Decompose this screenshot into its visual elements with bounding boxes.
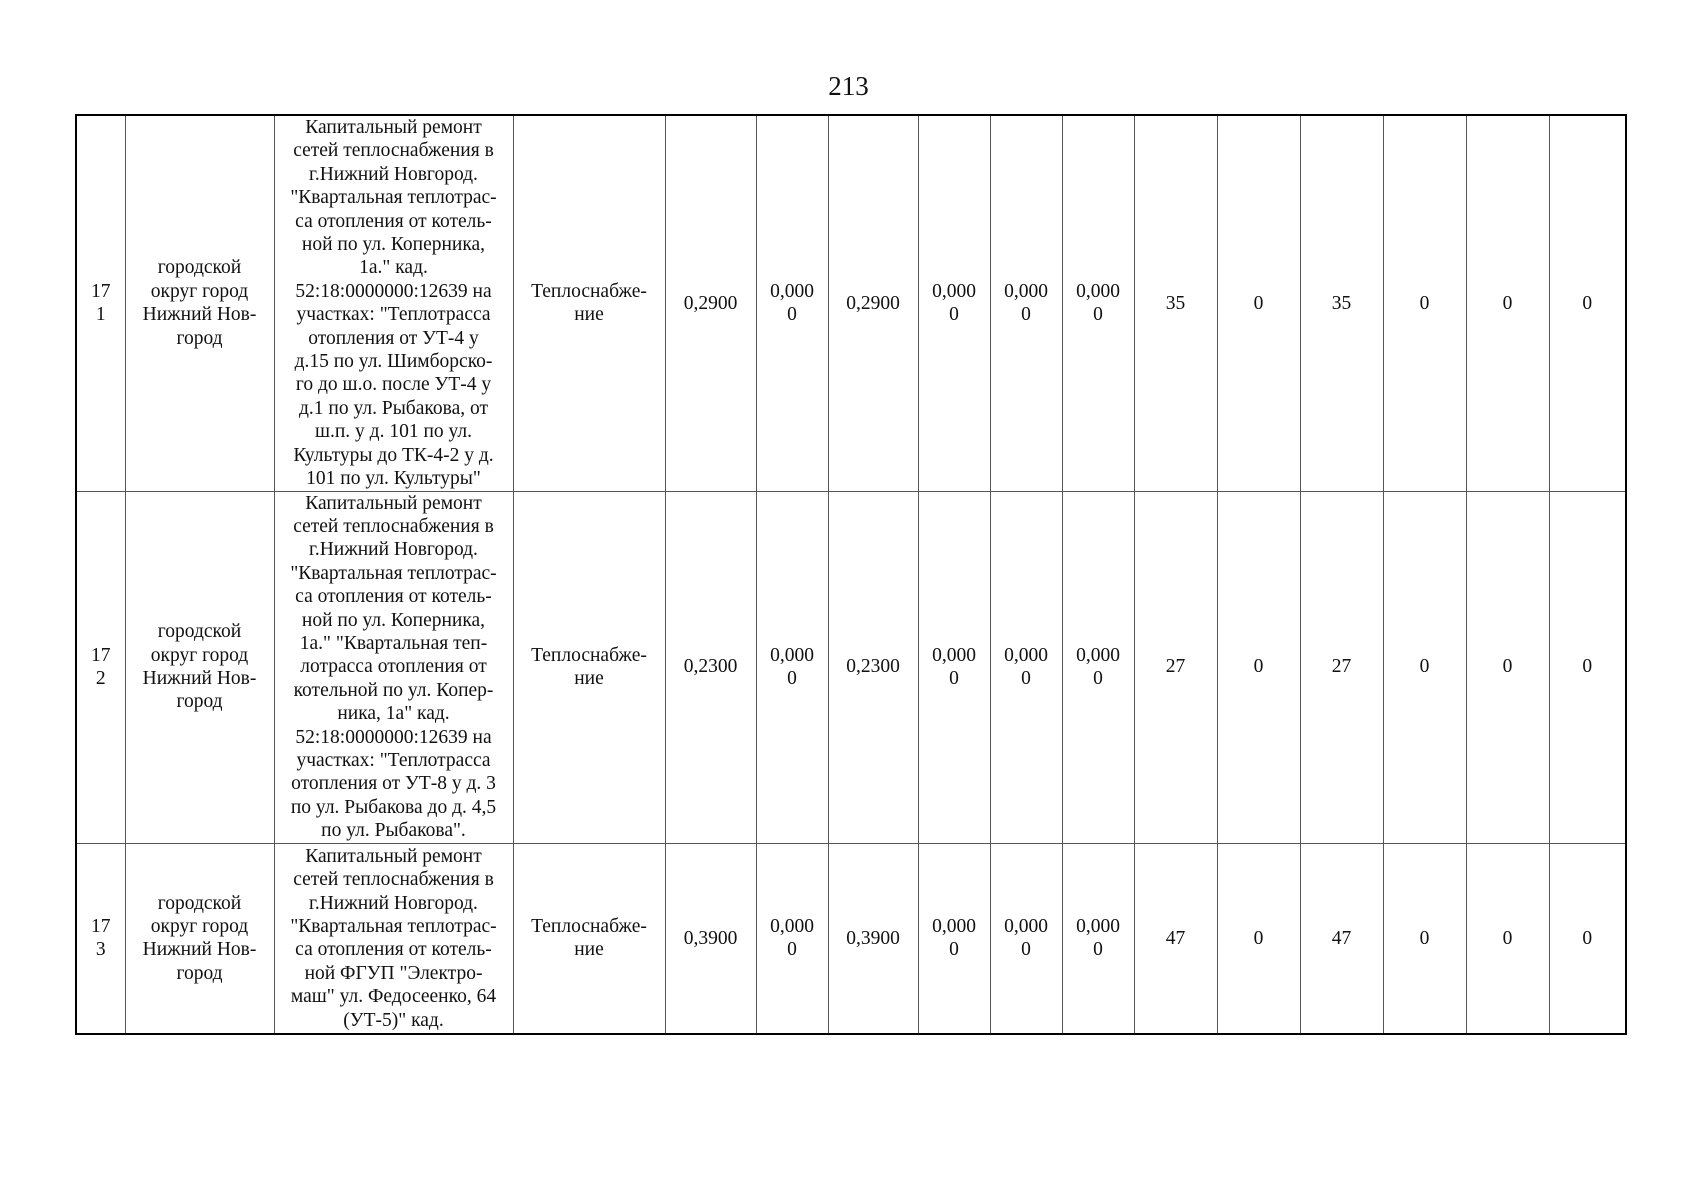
cell-value: 0 — [1253, 292, 1264, 314]
value-cell-4 — [918, 843, 990, 1034]
value-cell-11 — [1466, 843, 1549, 1034]
cell-line: отопления от УТ-4 у — [308, 327, 479, 349]
value-cell-6 — [1062, 491, 1134, 843]
cell-line: 0 — [1021, 939, 1031, 961]
cell-line: город — [176, 691, 223, 713]
cell-line: "Квартальная теплотрас- — [290, 187, 497, 209]
service-type-cell — [513, 491, 665, 843]
cell-line: округ город — [150, 280, 249, 302]
cell-line: ние — [574, 304, 604, 326]
cell-line: Капитальный ремонт — [305, 492, 482, 514]
cell-line: 0,000 — [1004, 915, 1048, 937]
cell-line: 52:18:0000000:12639 на — [295, 280, 492, 302]
cell-line: ной по ул. Коперника, — [301, 234, 486, 256]
cell-line: сетей теплоснабжения в — [293, 869, 494, 891]
value-cell-1 — [665, 491, 756, 843]
cell-line: городской — [157, 892, 242, 914]
value-cell-1 — [665, 115, 756, 491]
cell-line: город — [176, 327, 223, 349]
value-cell-9 — [1300, 491, 1383, 843]
cell-line: 0,2300 — [683, 656, 738, 678]
cell-value: 0 — [1582, 656, 1593, 678]
cell-value: 0 — [1253, 656, 1264, 678]
value-cell-11 — [1466, 491, 1549, 843]
cell-line: 0 — [787, 668, 797, 690]
value-cell-11 — [1466, 115, 1549, 491]
cell-line: г.Нижний Новгород. — [309, 163, 478, 185]
cell-line: участках: "Теплотрасса — [296, 749, 491, 771]
cell-line: ной ФГУП "Электро- — [304, 962, 483, 984]
cell-line: 0,2300 — [846, 656, 900, 678]
cell-line: Теплоснабже- — [531, 915, 647, 937]
cell-value: 0 — [1419, 656, 1430, 678]
cell-value: 47 — [1165, 927, 1186, 949]
cell-line: округ город — [150, 915, 249, 937]
value-cell-10 — [1383, 491, 1466, 843]
cell-line: 17 — [91, 644, 111, 666]
cell-line: город — [176, 962, 223, 984]
cell-value: 0 — [1419, 927, 1430, 949]
territory-cell — [125, 115, 274, 491]
row-number-cell — [76, 843, 125, 1034]
cell-line: сетей теплоснабжения в — [293, 515, 494, 537]
description-cell — [274, 115, 513, 491]
cell-line: 0 — [1021, 668, 1031, 690]
value-cell-3 — [828, 491, 918, 843]
service-type-cell — [513, 843, 665, 1034]
cell-line: 0,000 — [770, 915, 814, 937]
cell-line: д.15 по ул. Шимборско- — [294, 351, 493, 373]
value-cell-8 — [1217, 843, 1300, 1034]
cell-line: 0 — [787, 304, 797, 326]
territory-cell — [125, 491, 274, 843]
cell-line: 0 — [1021, 304, 1031, 326]
cell-line: 0 — [1093, 304, 1103, 326]
value-cell-1 — [665, 843, 756, 1034]
cell-line: "Квартальная теплотрас- — [290, 915, 497, 937]
cell-line: 0,3900 — [683, 927, 738, 949]
cell-line: 1а." "Квартальная теп- — [299, 632, 488, 654]
cell-line: "Квартальная теплотрас- — [290, 562, 497, 584]
cell-line: г.Нижний Новгород. — [309, 892, 478, 914]
table-row — [76, 115, 1626, 491]
page-number: 213 — [828, 71, 869, 101]
cell-line: ника, 1а" кад. — [337, 703, 450, 725]
territory-cell — [125, 843, 274, 1034]
value-cell-8 — [1217, 115, 1300, 491]
value-cell-9 — [1300, 115, 1383, 491]
cell-line: лотрасса отопления от — [300, 656, 487, 678]
cell-line: 0,000 — [1004, 280, 1048, 302]
cell-value: 0 — [1253, 927, 1264, 949]
cell-line: 3 — [95, 939, 106, 961]
cell-line: округ город — [150, 644, 249, 666]
cell-value: 0 — [1419, 292, 1430, 314]
cell-line: 1 — [95, 304, 106, 326]
cell-value: 35 — [1331, 292, 1352, 314]
value-cell-3 — [828, 843, 918, 1034]
cell-line: Теплоснабже- — [531, 280, 647, 302]
cell-line: д.1 по ул. Рыбакова, от — [299, 397, 488, 419]
value-cell-12 — [1549, 115, 1626, 491]
cell-line: са отопления от котель- — [295, 586, 492, 608]
cell-line: котельной по ул. Копер- — [293, 679, 494, 701]
cell-line: городской — [157, 621, 242, 643]
value-cell-7 — [1134, 491, 1217, 843]
cell-line: Нижний Нов- — [142, 939, 257, 961]
table-row — [76, 491, 1626, 843]
value-cell-12 — [1549, 491, 1626, 843]
row-number-cell — [76, 115, 125, 491]
cell-value: 27 — [1165, 656, 1186, 678]
cell-line: 2 — [95, 668, 106, 690]
cell-line: 0,000 — [1076, 915, 1120, 937]
cell-line: 0,000 — [932, 644, 976, 666]
description-cell — [274, 843, 513, 1034]
table-row — [76, 843, 1626, 1034]
cell-line: 0,000 — [932, 280, 976, 302]
cell-line: ш.п. у д. 101 по ул. — [314, 421, 473, 443]
cell-line: 17 — [91, 280, 111, 302]
cell-line: ной по ул. Коперника, — [301, 609, 486, 631]
service-type-cell — [513, 115, 665, 491]
value-cell-2 — [756, 115, 828, 491]
cell-line: по ул. Рыбакова до д. 4,5 — [290, 796, 497, 818]
cell-line: (УТ-5)" кад. — [343, 1009, 444, 1031]
cell-line: отопления от УТ-8 у д. 3 — [291, 773, 496, 795]
cell-value: 47 — [1331, 927, 1352, 949]
value-cell-7 — [1134, 115, 1217, 491]
cell-line: Культуры до ТК-4-2 у д. — [293, 444, 494, 466]
cell-line: сетей теплоснабжения в — [293, 140, 494, 162]
cell-line: 0,2900 — [683, 292, 738, 314]
cell-value: 0 — [1502, 927, 1513, 949]
cell-line: са отопления от котель- — [295, 210, 492, 232]
cell-value: 0 — [1582, 927, 1593, 949]
value-cell-8 — [1217, 491, 1300, 843]
cell-line: 0,000 — [770, 644, 814, 666]
value-cell-10 — [1383, 115, 1466, 491]
cell-line: городской — [157, 257, 242, 279]
value-cell-9 — [1300, 843, 1383, 1034]
value-cell-5 — [990, 115, 1062, 491]
cell-line: Капитальный ремонт — [305, 117, 482, 138]
cell-line: 1а." кад. — [359, 257, 428, 279]
cell-value: 35 — [1165, 292, 1186, 314]
cell-line: ние — [574, 668, 604, 690]
cell-line: 0,000 — [1076, 644, 1120, 666]
cell-line: 0 — [1093, 939, 1103, 961]
cell-line: 0 — [949, 668, 959, 690]
row-number-cell — [76, 491, 125, 843]
cell-line: Капитальный ремонт — [305, 845, 482, 867]
cell-line: маш" ул. Федосеенко, 64 — [290, 986, 497, 1008]
cell-value: 0 — [1502, 292, 1513, 314]
cell-line: 52:18:0000000:12639 на — [295, 726, 492, 748]
cell-line: участках: "Теплотрасса — [296, 304, 491, 326]
cell-line: Нижний Нов- — [142, 668, 257, 690]
cell-line: 0,000 — [932, 915, 976, 937]
cell-line: 0 — [1093, 668, 1103, 690]
cell-value: 0 — [1502, 656, 1513, 678]
cell-line: 101 по ул. Культуры" — [306, 468, 481, 490]
cell-value: 27 — [1331, 656, 1352, 678]
value-cell-4 — [918, 491, 990, 843]
value-cell-5 — [990, 843, 1062, 1034]
capital-repair-table — [75, 114, 1627, 1035]
cell-line: 0,000 — [1076, 280, 1120, 302]
value-cell-5 — [990, 491, 1062, 843]
cell-line: ние — [574, 939, 604, 961]
value-cell-6 — [1062, 115, 1134, 491]
value-cell-7 — [1134, 843, 1217, 1034]
value-cell-3 — [828, 115, 918, 491]
value-cell-6 — [1062, 843, 1134, 1034]
cell-value: 0 — [1582, 292, 1593, 314]
cell-line: 0,2900 — [846, 292, 900, 314]
description-cell — [274, 491, 513, 843]
value-cell-10 — [1383, 843, 1466, 1034]
cell-line: 0,000 — [770, 280, 814, 302]
cell-line: го до ш.о. после УТ-4 у — [295, 374, 492, 396]
cell-line: 0 — [787, 939, 797, 961]
cell-line: 0 — [949, 304, 959, 326]
cell-line: г.Нижний Новгород. — [309, 539, 478, 561]
cell-line: 0,3900 — [846, 927, 900, 949]
cell-line: Теплоснабже- — [531, 644, 647, 666]
value-cell-2 — [756, 843, 828, 1034]
cell-line: са отопления от котель- — [295, 939, 492, 961]
value-cell-12 — [1549, 843, 1626, 1034]
cell-line: Нижний Нов- — [142, 304, 257, 326]
cell-line: 0 — [949, 939, 959, 961]
cell-line: 17 — [91, 915, 111, 937]
cell-line: 0,000 — [1004, 644, 1048, 666]
value-cell-4 — [918, 115, 990, 491]
value-cell-2 — [756, 491, 828, 843]
cell-line: по ул. Рыбакова". — [321, 820, 466, 842]
